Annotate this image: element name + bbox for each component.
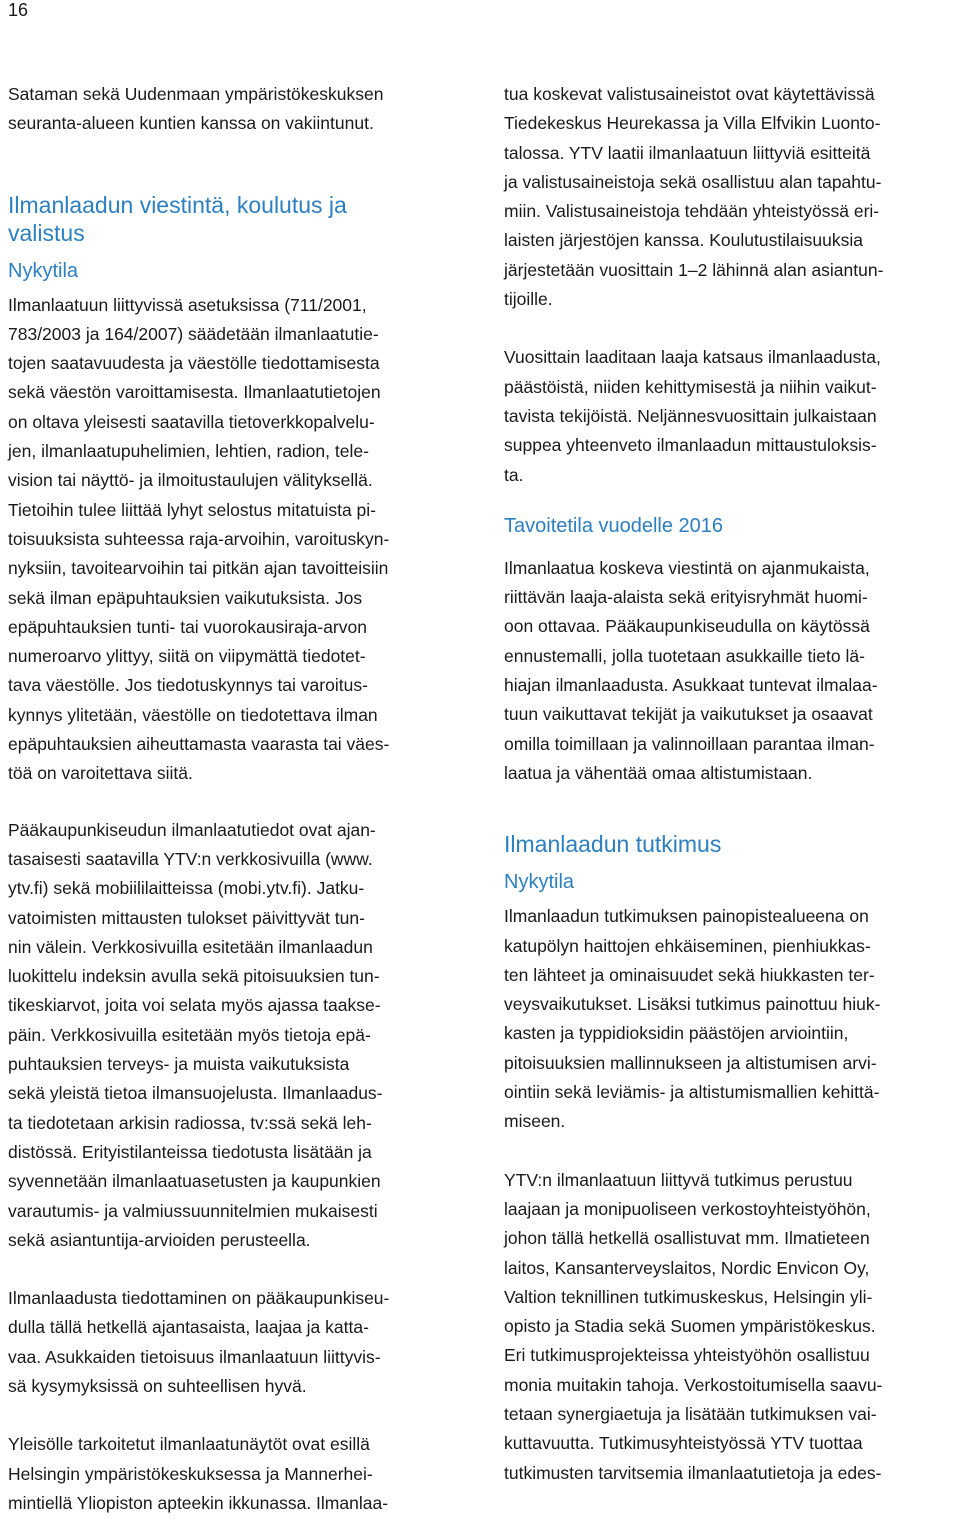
text-line: numeroarvo ylittyy, siitä on viipymättä tiedotet- bbox=[8, 646, 366, 667]
text-line: vision tai näyttö- ja ilmoitustaulujen välityksellä. bbox=[8, 470, 373, 491]
text-line: laatua ja vähentää omaa altistumistaan. bbox=[504, 762, 813, 783]
text-line: vaa. Asukkaiden tietoisuus ilmanlaatuun liittyvis- bbox=[8, 1346, 381, 1367]
text-line: Vuosittain laaditaan laaja katsaus ilmanlaadusta, bbox=[504, 347, 881, 368]
subsection-heading: Tavoitetila vuodelle 2016 bbox=[504, 514, 724, 537]
text-line: riittävän laaja-alaista sekä erityisryhmät huomi- bbox=[504, 587, 868, 608]
right-column bbox=[504, 80, 954, 1488]
text-line: veysvaikutukset. Lisäksi tutkimus painottuu hiuk- bbox=[504, 994, 881, 1015]
paragraph bbox=[8, 80, 470, 139]
text-line: talossa. YTV laatii ilmanlaatuun liittyviä esitteitä bbox=[504, 142, 871, 163]
text-line: hiajan ilmanlaadusta. Asukkaat tuntevat ilmalaa- bbox=[504, 675, 878, 696]
text-line: sä kysymyksissä on suhteellisen hyvä. bbox=[8, 1375, 307, 1396]
text-line: on oltava yleisesti saatavilla tietoverkkopalvelu- bbox=[8, 411, 375, 432]
heading-line: Ilmanlaadun viestintä, koulutus ja bbox=[8, 191, 347, 218]
text-line: tava väestölle. Jos tiedotuskynnys tai varoitus- bbox=[8, 675, 368, 696]
text-line: omilla toimillaan ja valinnoillaan parantaa ilman- bbox=[504, 733, 875, 754]
text-line: Ilmanlaatuun liittyvissä asetuksissa (711/2001, bbox=[8, 294, 367, 315]
text-line: sekä ilman epäpuhtauksien vaikutuksista. Jos bbox=[8, 587, 363, 608]
section-heading: Ilmanlaadun tutkimus bbox=[504, 831, 722, 858]
text-line: puhtauksien terveys- ja muista vaikutuksista bbox=[8, 1054, 350, 1075]
subsection-heading: Nykytila bbox=[504, 871, 575, 894]
text-line: tutkimusten tarvitsemia ilmanlaatutietoja ja edes- bbox=[504, 1462, 882, 1483]
text-line: 783/2003 ja 164/2007) säädetään ilmanlaatutie- bbox=[8, 323, 379, 344]
text-line: päästöistä, niiden kehittymisestä ja niihin vaikut- bbox=[504, 376, 877, 397]
text-line: Eri tutkimusprojekteissa yhteistyöhön osallistuu bbox=[504, 1345, 870, 1366]
heading-line: valistus bbox=[8, 219, 85, 246]
text-line: laajaan ja monipuoliseen verkostoyhteistyöhön, bbox=[504, 1198, 871, 1219]
text-line: kynnys ylitetään, väestölle on tiedotettava ilman bbox=[8, 704, 378, 725]
text-line: sekä väestön varoittamisesta. Ilmanlaatutietojen bbox=[8, 382, 381, 403]
paragraph bbox=[8, 1430, 470, 1518]
text-line: tijoille. bbox=[504, 289, 553, 310]
text-line: katupölyn haittojen ehkäiseminen, pienhiukkas- bbox=[504, 935, 871, 956]
section-heading bbox=[8, 191, 470, 247]
text-line: varautumis- ja valmiussuunnitelmien mukaisesti bbox=[8, 1200, 378, 1221]
text-line: Tietoihin tulee liittää lyhyt selostus mitatuista pi- bbox=[8, 499, 376, 520]
text-line: opisto ja Stadia sekä Suomen ympäristökeskus. bbox=[504, 1316, 876, 1337]
text-line: päin. Verkkosivuilla esitetään myös tietoja epä- bbox=[8, 1024, 371, 1045]
text-line: nin välein. Verkkosivuilla esitetään ilmanlaadun bbox=[8, 936, 373, 957]
text-line: ta. bbox=[504, 464, 524, 485]
text-line: suppea yhteenveto ilmanlaadun mittaustuloksis- bbox=[504, 435, 877, 456]
text-line: epäpuhtauksien tunti- tai vuorokausiraja-arvon bbox=[8, 616, 367, 637]
paragraph bbox=[504, 1166, 954, 1488]
text-line: Ilmanlaadun tutkimuksen painopistealueena on bbox=[504, 906, 869, 927]
text-line: järjestetään vuosittain 1–2 lähinnä alan asiantun- bbox=[504, 259, 884, 280]
text-line: luokittelu indeksin avulla sekä pitoisuuksien tun- bbox=[8, 966, 380, 987]
text-line: laisten järjestöjen kanssa. Koulutustilaisuuksia bbox=[504, 230, 863, 251]
text-line: kuttavuutta. Tutkimusyhteistyössä YTV tuottaa bbox=[504, 1433, 863, 1454]
text-line: distössä. Erityistilanteissa tiedotusta lisätään ja bbox=[8, 1141, 372, 1162]
paragraph bbox=[504, 902, 954, 1136]
text-line: ointiin sekä leviämis- ja altistumismallien kehittä- bbox=[504, 1082, 880, 1103]
text-line: nyksiin, tavoitearvoihin tai pitkän ajan tavoitteisiin bbox=[8, 558, 389, 579]
text-line: miin. Valistusaineistoja tehdään yhteistyössä eri- bbox=[504, 201, 880, 222]
text-line: tikeskiarvot, joita voi selata myös ajassa taakse- bbox=[8, 995, 381, 1016]
text-line: johon tällä hetkellä osallistuvat mm. Ilmatieteen bbox=[504, 1228, 870, 1249]
subsection-heading: Nykytila bbox=[8, 259, 79, 282]
text-line: syvennetään ilmanlaatuasetusten ja kaupunkien bbox=[8, 1171, 381, 1192]
paragraph bbox=[8, 291, 470, 789]
text-line: Ilmanlaatua koskeva viestintä on ajanmukaista, bbox=[504, 557, 870, 578]
left-column bbox=[8, 80, 470, 1518]
text-line: Tiedekeskus Heurekassa ja Villa Elfvikin Luonto- bbox=[504, 113, 881, 134]
paragraph bbox=[504, 343, 954, 489]
text-line: tojen saatavuudesta ja väestölle tiedottamisesta bbox=[8, 353, 380, 374]
text-line: ten lähteet ja ominaisuudet sekä hiukkasten ter- bbox=[504, 964, 875, 985]
text-line: YTV:n ilmanlaatuun liittyvä tutkimus perustuu bbox=[504, 1169, 853, 1190]
text-line: pitoisuuksien mallinnukseen ja altistumisen arvi- bbox=[504, 1052, 877, 1073]
text-line: ta tiedotetaan arkisin radiossa, tv:ssä sekä leh- bbox=[8, 1112, 372, 1133]
text-line: jen, ilmanlaatupuhelimien, lehtien, radion, tele- bbox=[8, 441, 369, 462]
text-line: Pääkaupunkiseudun ilmanlaatutiedot ovat ajan- bbox=[8, 819, 376, 840]
paragraph bbox=[8, 1284, 470, 1401]
text-line: Sataman sekä Uudenmaan ympäristökeskuksen bbox=[8, 84, 384, 104]
text-line: Ilmanlaadusta tiedottaminen on pääkaupunkiseu- bbox=[8, 1288, 390, 1309]
text-line: toisuuksista suhteessa raja-arvoihin, varoituskyn- bbox=[8, 528, 390, 549]
text-line: Yleisölle tarkoitetut ilmanlaatunäytöt ovat esillä bbox=[8, 1434, 370, 1455]
text-line: dulla tällä hetkellä ajantasaista, laajaa ja katta- bbox=[8, 1317, 369, 1338]
text-line: epäpuhtauksien aiheuttamasta vaarasta tai väes- bbox=[8, 734, 390, 755]
text-line: ja valistusaineistoja sekä osallistuu alan tapahtu- bbox=[504, 171, 882, 192]
page-number: 16 bbox=[8, 0, 29, 20]
text-line: monia muitakin tahoja. Verkostoitumisella saavu- bbox=[504, 1374, 883, 1395]
paragraph bbox=[504, 80, 954, 314]
text-line: vatoimisten mittausten tulokset päivittyvät tun- bbox=[8, 907, 365, 928]
text-line: seuranta-alueen kuntien kanssa on vakiintunut. bbox=[8, 113, 374, 134]
text-line: töä on varoitettava siitä. bbox=[8, 763, 193, 784]
text-line: laitos, Kansanterveyslaitos, Nordic Envicon Oy, bbox=[504, 1257, 870, 1278]
text-line: tasaisesti saatavilla YTV:n verkkosivuilla (www. bbox=[8, 848, 373, 869]
text-line: miseen. bbox=[504, 1111, 566, 1132]
text-line: tua koskevat valistusaineistot ovat käytettävissä bbox=[504, 84, 875, 104]
text-line: tuun vaikuttavat tekijät ja vaikutukset ja osaavat bbox=[504, 704, 873, 725]
text-line: tavista tekijöistä. Neljännesvuosittain julkaistaan bbox=[504, 405, 877, 426]
text-line: ytv.fi) sekä mobiililaitteissa (mobi.ytv.fi). Jatku- bbox=[8, 878, 365, 899]
text-line: sekä asiantuntija-arvioiden perusteella. bbox=[8, 1229, 311, 1250]
text-line: kasten ja typpidioksidin päästöjen arviointiin, bbox=[504, 1023, 849, 1044]
text-line: Helsingin ympäristökeskuksessa ja Mannerhei- bbox=[8, 1463, 373, 1484]
text-line: Valtion teknillinen tutkimuskeskus, Helsingin yli- bbox=[504, 1286, 873, 1307]
paragraph bbox=[8, 816, 470, 1255]
paragraph bbox=[504, 554, 954, 788]
text-line: sekä yleistä tietoa ilmansuojelusta. Ilmanlaadus- bbox=[8, 1083, 383, 1104]
text-line: oon ottavaa. Pääkaupunkiseudulla on käytössä bbox=[504, 616, 870, 637]
text-line: tetaan synergiaetuja ja lisätään tutkimuksen vai- bbox=[504, 1403, 877, 1424]
text-line: ennustemalli, jolla tuotetaan asukkaille tieto lä- bbox=[504, 645, 865, 666]
text-line: mintiellä Yliopiston apteekin ikkunassa. Ilmanlaa- bbox=[8, 1492, 389, 1513]
